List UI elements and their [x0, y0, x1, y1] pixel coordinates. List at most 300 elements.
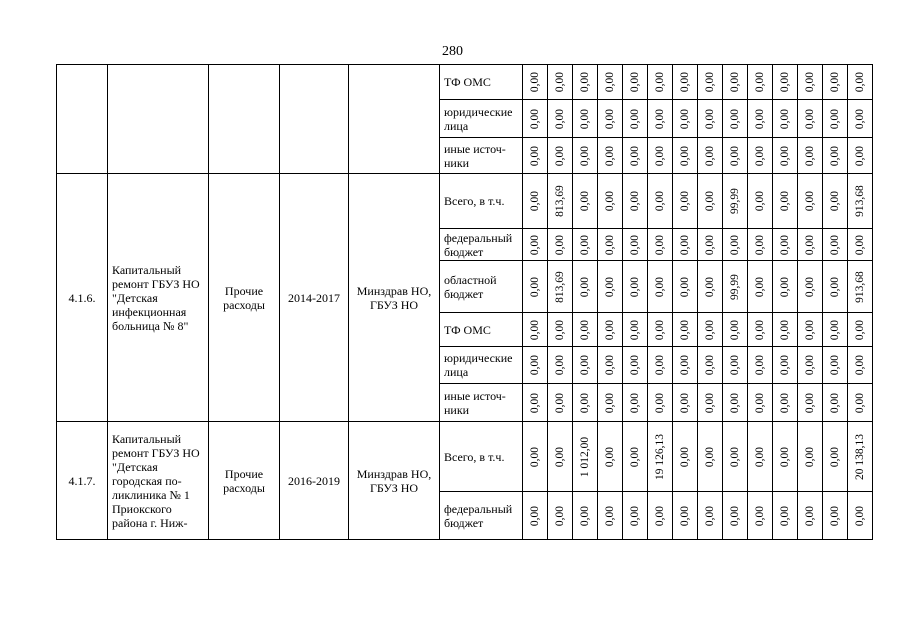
- value-text: 0,00: [529, 505, 541, 526]
- value-cell: [823, 229, 848, 261]
- value-text: 0,00: [604, 145, 616, 166]
- value-text: 0,00: [804, 108, 816, 129]
- table-row: [57, 174, 873, 229]
- funding-source-cell: юридические лица: [440, 100, 523, 138]
- value-text: 0,00: [704, 190, 716, 212]
- item-name-cell: Капитальный ремонт ГБУЗ НО "Детская инфекционная больница № 8": [108, 174, 209, 422]
- value-cell: [573, 422, 598, 492]
- value-cell: [573, 492, 598, 540]
- value-text: 0,00: [804, 319, 816, 340]
- value-cell: [623, 261, 648, 313]
- value-cell: [598, 384, 623, 422]
- expense-type-cell: Прочие расходы: [209, 174, 280, 422]
- value-cell: [798, 261, 823, 313]
- value-cell: [673, 100, 698, 138]
- value-cell: [673, 384, 698, 422]
- value-text: 0,00: [529, 71, 541, 93]
- value-text: 0,00: [854, 392, 866, 413]
- value-cell: [598, 229, 623, 261]
- value-text: 0,00: [679, 446, 691, 467]
- program-table: [56, 64, 873, 540]
- value-cell: [598, 100, 623, 138]
- value-text: 0,00: [704, 392, 716, 413]
- value-cell: [748, 229, 773, 261]
- value-text: 0,00: [554, 446, 566, 467]
- value-text: 0,00: [529, 234, 541, 255]
- value-text: 0,00: [729, 505, 741, 526]
- value-text: 0,00: [829, 234, 841, 255]
- value-cell: [623, 313, 648, 347]
- value-cell: [523, 65, 548, 100]
- value-text: 0,00: [704, 108, 716, 129]
- value-cell: [848, 138, 873, 174]
- value-cell: [723, 422, 748, 492]
- value-cell: [548, 138, 573, 174]
- value-text: 0,00: [654, 354, 666, 376]
- value-cell: [548, 100, 573, 138]
- value-text: 0,00: [529, 354, 541, 376]
- value-cell: [673, 65, 698, 100]
- value-text: 0,00: [604, 276, 616, 297]
- value-cell: [598, 261, 623, 313]
- value-cell: [748, 138, 773, 174]
- value-text: 0,00: [804, 276, 816, 297]
- value-text: 0,00: [554, 505, 566, 526]
- value-text: 0,00: [779, 276, 791, 297]
- value-cell: [573, 174, 598, 229]
- value-cell: [623, 65, 648, 100]
- value-cell: [623, 347, 648, 384]
- value-cell: [748, 65, 773, 100]
- value-cell: [823, 422, 848, 492]
- value-cell: [523, 492, 548, 540]
- value-text: 0,00: [754, 145, 766, 166]
- item-number-cell: 4.1.7.: [57, 422, 108, 540]
- value-text: 0,00: [779, 190, 791, 212]
- value-cell: [848, 384, 873, 422]
- value-text: 0,00: [754, 190, 766, 212]
- period-cell: [280, 65, 349, 174]
- value-cell: [748, 313, 773, 347]
- value-text: 0,00: [704, 319, 716, 340]
- value-text: 0,00: [629, 446, 641, 467]
- value-text: 0,00: [604, 190, 616, 212]
- value-text: 0,00: [679, 234, 691, 255]
- value-cell: [823, 313, 848, 347]
- value-cell: [573, 138, 598, 174]
- value-cell: [573, 261, 598, 313]
- value-cell: [648, 313, 673, 347]
- value-text: 0,00: [754, 505, 766, 526]
- value-text: 0,00: [804, 392, 816, 413]
- value-cell: [623, 384, 648, 422]
- value-cell: [523, 422, 548, 492]
- value-text: 0,00: [679, 190, 691, 212]
- value-cell: [848, 492, 873, 540]
- value-cell: [723, 174, 748, 229]
- value-cell: [598, 422, 623, 492]
- value-text: 0,00: [829, 71, 841, 93]
- value-cell: [773, 347, 798, 384]
- value-cell: [723, 65, 748, 100]
- value-cell: [748, 261, 773, 313]
- value-cell: [548, 347, 573, 384]
- value-text: 0,00: [529, 319, 541, 340]
- value-text: 0,00: [579, 392, 591, 413]
- value-cell: [823, 384, 848, 422]
- value-text: 0,00: [829, 276, 841, 297]
- value-cell: [698, 384, 723, 422]
- value-text: 0,00: [579, 108, 591, 129]
- value-text: 0,00: [704, 234, 716, 255]
- value-text: 0,00: [679, 108, 691, 129]
- value-text: 0,00: [729, 354, 741, 376]
- value-cell: [848, 100, 873, 138]
- value-cell: [523, 384, 548, 422]
- value-cell: [573, 313, 598, 347]
- value-text: 0,00: [629, 505, 641, 526]
- value-text: 0,00: [654, 505, 666, 526]
- value-cell: [698, 347, 723, 384]
- value-text: 0,00: [579, 234, 591, 255]
- value-text: 0,00: [604, 505, 616, 526]
- value-cell: [523, 174, 548, 229]
- value-text: 0,00: [654, 190, 666, 212]
- executor-cell: Минздрав НО, ГБУЗ НО: [349, 174, 440, 422]
- value-text: 0,00: [579, 354, 591, 376]
- value-cell: [648, 261, 673, 313]
- value-text: 0,00: [854, 71, 866, 93]
- value-text: 0,00: [629, 145, 641, 166]
- value-text: 0,00: [579, 319, 591, 340]
- value-text: 0,00: [829, 354, 841, 376]
- value-text: 0,00: [854, 234, 866, 255]
- table-row: [57, 65, 873, 100]
- value-text: 0,00: [554, 145, 566, 166]
- value-text: 0,00: [554, 108, 566, 129]
- value-text: 0,00: [854, 319, 866, 340]
- value-cell: [598, 313, 623, 347]
- value-cell: [723, 384, 748, 422]
- value-cell: [723, 492, 748, 540]
- value-cell: [648, 384, 673, 422]
- value-cell: [723, 347, 748, 384]
- value-text: 913,68: [854, 270, 866, 303]
- value-cell: [523, 313, 548, 347]
- value-text: 0,00: [629, 108, 641, 129]
- value-text: 813,69: [554, 185, 566, 217]
- value-cell: [773, 492, 798, 540]
- value-cell: [723, 100, 748, 138]
- value-cell: [798, 492, 823, 540]
- value-text: 0,00: [854, 145, 866, 166]
- value-text: 0,00: [654, 319, 666, 340]
- value-text: 0,00: [729, 108, 741, 129]
- value-text: 0,00: [629, 234, 641, 255]
- value-text: 0,00: [754, 234, 766, 255]
- item-number-cell: [57, 65, 108, 174]
- value-cell: [548, 174, 573, 229]
- value-cell: [723, 313, 748, 347]
- value-cell: [548, 384, 573, 422]
- funding-source-cell: юридические лица: [440, 347, 523, 384]
- value-cell: [573, 100, 598, 138]
- value-text: 813,69: [554, 270, 566, 303]
- value-text: 1 012,00: [579, 436, 591, 477]
- value-text: 0,00: [704, 71, 716, 93]
- value-text: 0,00: [779, 71, 791, 93]
- value-cell: [673, 492, 698, 540]
- funding-source-cell: федеральный бюджет: [440, 229, 523, 261]
- value-cell: [523, 100, 548, 138]
- value-cell: [773, 100, 798, 138]
- value-text: 0,00: [804, 190, 816, 212]
- value-text: 0,00: [804, 71, 816, 93]
- value-cell: [648, 174, 673, 229]
- value-text: 0,00: [829, 392, 841, 413]
- value-text: 0,00: [729, 234, 741, 255]
- value-cell: [698, 313, 723, 347]
- value-cell: [823, 174, 848, 229]
- value-text: 0,00: [629, 354, 641, 376]
- value-text: 0,00: [604, 392, 616, 413]
- value-cell: [648, 492, 673, 540]
- value-cell: [748, 384, 773, 422]
- value-cell: [698, 174, 723, 229]
- value-text: 0,00: [854, 108, 866, 129]
- value-cell: [773, 384, 798, 422]
- value-text: 0,00: [579, 145, 591, 166]
- value-cell: [823, 347, 848, 384]
- value-cell: [548, 261, 573, 313]
- value-cell: [723, 229, 748, 261]
- value-text: 0,00: [679, 505, 691, 526]
- value-text: 0,00: [654, 108, 666, 129]
- value-cell: [748, 492, 773, 540]
- item-name-cell: Капитальный ремонт ГБУЗ НО "Детская городская по-ликлиника № 1 Приокского района г. Ниж-: [108, 422, 209, 540]
- value-text: 0,00: [579, 276, 591, 297]
- value-cell: [773, 138, 798, 174]
- funding-source-cell: федеральный бюджет: [440, 492, 523, 540]
- value-text: 0,00: [629, 190, 641, 212]
- value-cell: [773, 261, 798, 313]
- value-text: 0,00: [554, 71, 566, 93]
- value-cell: [698, 261, 723, 313]
- value-cell: [673, 229, 698, 261]
- value-text: 0,00: [754, 319, 766, 340]
- value-cell: [548, 229, 573, 261]
- value-cell: [723, 261, 748, 313]
- value-cell: [748, 100, 773, 138]
- value-text: 0,00: [704, 354, 716, 376]
- value-cell: [548, 422, 573, 492]
- period-cell: 2016-2019: [280, 422, 349, 540]
- value-cell: [823, 65, 848, 100]
- value-text: 0,00: [529, 145, 541, 166]
- value-text: 0,00: [529, 190, 541, 212]
- value-cell: [798, 347, 823, 384]
- expense-type-cell: [209, 65, 280, 174]
- value-cell: [523, 138, 548, 174]
- value-text: 0,00: [779, 505, 791, 526]
- value-text: 99,99: [729, 188, 741, 214]
- value-cell: [798, 100, 823, 138]
- value-text: 0,00: [604, 446, 616, 467]
- executor-cell: [349, 65, 440, 174]
- value-cell: [548, 65, 573, 100]
- value-cell: [823, 261, 848, 313]
- value-cell: [523, 229, 548, 261]
- value-text: 0,00: [754, 354, 766, 376]
- funding-source-cell: областной бюджет: [440, 261, 523, 313]
- value-cell: [673, 347, 698, 384]
- value-text: 0,00: [654, 234, 666, 255]
- value-text: 0,00: [579, 71, 591, 93]
- value-cell: [598, 138, 623, 174]
- value-cell: [823, 138, 848, 174]
- value-text: 0,00: [554, 234, 566, 255]
- value-text: 0,00: [779, 319, 791, 340]
- value-text: 0,00: [804, 505, 816, 526]
- funding-source-cell: ТФ ОМС: [440, 313, 523, 347]
- value-text: 0,00: [529, 108, 541, 129]
- value-text: 0,00: [804, 354, 816, 376]
- value-cell: [673, 422, 698, 492]
- value-cell: [623, 100, 648, 138]
- value-text: 0,00: [729, 71, 741, 93]
- value-cell: [848, 347, 873, 384]
- value-text: 0,00: [729, 446, 741, 467]
- value-text: 0,00: [754, 276, 766, 297]
- value-text: 0,00: [754, 71, 766, 93]
- value-text: 0,00: [754, 108, 766, 129]
- value-text: 0,00: [729, 392, 741, 413]
- value-text: 0,00: [704, 505, 716, 526]
- value-text: 0,00: [629, 276, 641, 297]
- value-cell: [673, 174, 698, 229]
- value-text: 0,00: [779, 234, 791, 255]
- value-cell: [623, 138, 648, 174]
- value-cell: [698, 422, 723, 492]
- value-cell: [848, 261, 873, 313]
- value-text: 0,00: [579, 190, 591, 212]
- value-cell: [698, 229, 723, 261]
- value-cell: [623, 422, 648, 492]
- value-text: 0,00: [629, 71, 641, 93]
- value-cell: [573, 65, 598, 100]
- value-cell: [748, 422, 773, 492]
- value-text: 0,00: [554, 354, 566, 376]
- value-text: 0,00: [679, 392, 691, 413]
- value-cell: [598, 65, 623, 100]
- value-cell: [648, 347, 673, 384]
- value-text: 0,00: [529, 276, 541, 297]
- value-cell: [823, 492, 848, 540]
- value-cell: [798, 138, 823, 174]
- value-text: 0,00: [729, 319, 741, 340]
- value-text: 0,00: [854, 354, 866, 376]
- value-cell: [823, 100, 848, 138]
- value-cell: [573, 384, 598, 422]
- value-text: 0,00: [829, 319, 841, 340]
- value-cell: [698, 492, 723, 540]
- value-text: 0,00: [779, 392, 791, 413]
- value-cell: [623, 174, 648, 229]
- value-text: 0,00: [554, 319, 566, 340]
- value-text: 0,00: [729, 145, 741, 166]
- value-cell: [573, 229, 598, 261]
- value-text: 0,00: [604, 71, 616, 93]
- value-cell: [648, 100, 673, 138]
- period-cell: 2014-2017: [280, 174, 349, 422]
- value-cell: [748, 347, 773, 384]
- value-cell: [598, 492, 623, 540]
- value-cell: [773, 313, 798, 347]
- value-text: 0,00: [629, 392, 641, 413]
- value-cell: [698, 65, 723, 100]
- value-cell: [673, 313, 698, 347]
- value-text: 0,00: [679, 71, 691, 93]
- value-text: 0,00: [829, 505, 841, 526]
- value-cell: [848, 313, 873, 347]
- value-text: 0,00: [804, 145, 816, 166]
- value-text: 99,99: [729, 273, 741, 300]
- value-cell: [748, 174, 773, 229]
- funding-source-cell: Всего, в т.ч.: [440, 422, 523, 492]
- value-text: 0,00: [529, 392, 541, 413]
- value-text: 0,00: [604, 354, 616, 376]
- value-text: 0,00: [804, 234, 816, 255]
- value-text: 0,00: [754, 392, 766, 413]
- value-cell: [648, 422, 673, 492]
- item-number-cell: 4.1.6.: [57, 174, 108, 422]
- value-text: 0,00: [604, 108, 616, 129]
- value-text: 0,00: [679, 145, 691, 166]
- value-cell: [773, 229, 798, 261]
- value-text: 0,00: [654, 71, 666, 93]
- value-cell: [798, 174, 823, 229]
- value-cell: [773, 422, 798, 492]
- executor-cell: Минздрав НО, ГБУЗ НО: [349, 422, 440, 540]
- value-text: 0,00: [704, 276, 716, 297]
- value-cell: [848, 229, 873, 261]
- value-cell: [773, 65, 798, 100]
- value-cell: [798, 229, 823, 261]
- value-cell: [648, 138, 673, 174]
- value-text: 0,00: [679, 354, 691, 376]
- value-cell: [798, 384, 823, 422]
- value-cell: [548, 313, 573, 347]
- item-name-cell: [108, 65, 209, 174]
- value-text: 0,00: [679, 319, 691, 340]
- value-cell: [848, 65, 873, 100]
- value-text: 913,68: [854, 185, 866, 217]
- value-text: 0,00: [804, 446, 816, 467]
- value-cell: [548, 492, 573, 540]
- funding-source-cell: ТФ ОМС: [440, 65, 523, 100]
- value-cell: [673, 138, 698, 174]
- value-text: 0,00: [679, 276, 691, 297]
- funding-source-cell: иные источ-ники: [440, 384, 523, 422]
- value-text: 0,00: [629, 319, 641, 340]
- value-cell: [798, 422, 823, 492]
- funding-source-cell: Всего, в т.ч.: [440, 174, 523, 229]
- value-text: 0,00: [779, 446, 791, 467]
- value-text: 0,00: [829, 190, 841, 212]
- value-text: 0,00: [654, 276, 666, 297]
- value-text: 20 138,13: [854, 433, 866, 480]
- value-text: 0,00: [704, 145, 716, 166]
